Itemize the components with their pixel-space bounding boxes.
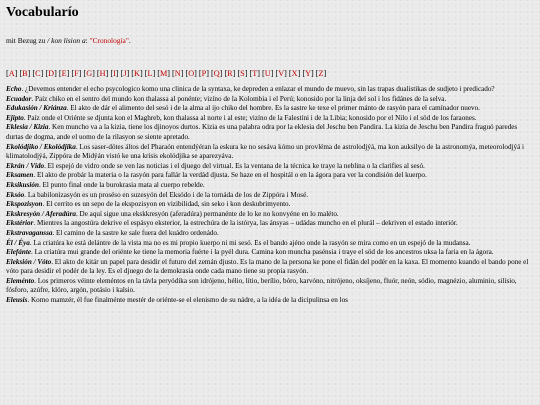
bracket: ]: [126, 69, 130, 78]
alphabet-link-a[interactable]: A: [8, 69, 15, 78]
glossary-entry: [6, 248, 534, 258]
entry-list: [6, 85, 534, 306]
entry-term: Ekstérior: [6, 219, 34, 228]
entry-definition: . Paíz chiko en el sentro del mundo kon thalassa al ponénte; vizíno de la Kolombia i el Perú; konosido por la linja del sol i los fidánes de la selva.: [31, 94, 447, 103]
entry-term: Eksóo: [6, 190, 25, 199]
entry-term: Eksamen: [6, 171, 34, 180]
glossary-entry: [6, 143, 534, 162]
bracket: [: [71, 69, 75, 78]
alphabet-link-g[interactable]: G: [86, 69, 93, 78]
bracket: [: [96, 69, 100, 78]
reference-colon: :: [85, 36, 90, 45]
bracket: [: [45, 69, 49, 78]
entry-definition: . ¿Devemos entender el echo psycologico komo una clinica de la syntaxa, ke depreden a enlazar el mundo de muevo, sin las trapas dualistikas de sudjeto i predicado?: [21, 85, 495, 93]
entry-term: Echo: [6, 85, 22, 93]
glossary-entry: [6, 171, 534, 181]
bracket: ]: [232, 69, 236, 78]
entry-definition: . La criatúra mui grande del oriénte ke tiene la memoria fuérte i la pyél dura. Camina kon muncha pasénsia i traye el söd de los ancestros uksa la faria en la ágora.: [31, 248, 494, 257]
entry-term: Eleusis: [6, 296, 28, 305]
entry-definition: . El punto final onde la burokrasia mata al cuerpo rebelde.: [38, 180, 205, 189]
bracket: [: [275, 69, 279, 78]
bracket: ]: [219, 69, 223, 78]
bracket: [: [172, 69, 175, 78]
bracket: ]: [167, 69, 170, 78]
alphabet-link-q[interactable]: Q: [213, 69, 220, 78]
bracket: ]: [54, 69, 57, 78]
entry-term: Ekspozisyon: [6, 200, 43, 209]
bracket: [: [110, 69, 114, 78]
entry-definition: . La babilonizasyón es un proséso en suzesyón del Eksódo i de la tornáda de los de Zippóra i Mosé.: [24, 190, 309, 199]
entry-definition: . El cerrito es un sepo de la ekspozisyon en vizibilidad, sin seko i kon deskubrimyento.: [42, 200, 291, 209]
reference-suffix: .: [128, 36, 131, 45]
alphabet-link-c[interactable]: C: [35, 69, 41, 78]
alphabet-link-e[interactable]: E: [61, 69, 67, 78]
glossary-entry: [6, 210, 534, 220]
entry-definition: . La criatúra ke está delántre de la vista ma no es mi propio kuerpo ni mi sesó. Es el bando ajéno onde la rasyón se mira como en un espejó de la mudansa.: [29, 238, 471, 247]
bracket: ]: [180, 69, 184, 78]
bracket: ]: [66, 69, 70, 78]
entry-term: Elefánte: [6, 248, 31, 257]
reference-source: / kon lision a: [47, 36, 86, 45]
entry-definition: . De aquí sigue una ekskkresyón (aferadúra) permanénte de lo ke no konvyéne en lo maléto.: [75, 209, 339, 218]
bracket: [: [185, 69, 189, 78]
entry-term: Eklesia / Kizia: [6, 123, 49, 132]
entry-definition: . Komo mamzér, él fue finalménte mestér de oriénte-se el elenismo de su nádre, a la idéa de la dicipulinsa en los: [27, 296, 348, 305]
alphabet-link-z[interactable]: Z: [318, 69, 324, 78]
bracket: [: [6, 69, 9, 78]
alphabet-link-u[interactable]: U: [264, 69, 271, 78]
alphabet-link-j[interactable]: J: [123, 69, 127, 78]
glossary-entry: [6, 277, 534, 296]
bracket: ]: [78, 69, 82, 78]
bracket: ]: [244, 69, 248, 78]
bracket: ]: [27, 69, 31, 78]
bracket: [: [315, 69, 319, 78]
bracket: [: [237, 69, 241, 78]
bracket: ]: [92, 69, 95, 78]
alphabet-link-b[interactable]: B: [22, 69, 28, 78]
bracket: [: [157, 69, 160, 78]
glossary-entry: [6, 229, 534, 239]
glossary-entry: [6, 296, 534, 306]
bracket: [: [198, 69, 202, 78]
reference-prefix: mit Bezug zu: [6, 36, 48, 45]
bracket: [: [262, 69, 265, 78]
glossary-entry: [6, 239, 534, 249]
alphabet-link-y[interactable]: Y: [305, 69, 311, 78]
alphabet-link-d[interactable]: D: [48, 69, 55, 78]
alphabet-link-r[interactable]: R: [227, 69, 233, 78]
alphabet-link-o[interactable]: O: [188, 69, 195, 78]
glossary-entry: [6, 258, 534, 277]
bracket: [: [131, 69, 135, 78]
alphabet-link-n[interactable]: N: [174, 69, 181, 78]
bracket: ]: [152, 69, 156, 78]
entry-definition: . Paíz onde el Oriénte se djunta kon el Maghreb, kon thalassa al norte i al este; vizíno de la Falestíni i de la Libia; konosido por el Nilo i el söd de los faraones.: [23, 113, 477, 122]
alphabet-link-s[interactable]: S: [240, 69, 245, 78]
glossary-entry: [6, 181, 534, 191]
glossary-entry: [6, 219, 534, 229]
bracket: ]: [284, 69, 287, 78]
bracket: ]: [297, 69, 301, 78]
alphabet-link-v[interactable]: V: [278, 69, 285, 78]
entry-term: Ekrán / Vído: [6, 161, 45, 170]
bracket: ]: [194, 69, 197, 78]
entry-definition: . El akto de dár el alimento del sesó i de la alma al ijo chiko del hombre. Es la sastre ke texe el primer mánto de rasyón para el camínador nuevo.: [66, 104, 480, 113]
bracket: [: [224, 69, 228, 78]
alphabet-link-k[interactable]: K: [134, 69, 140, 78]
bracket: [: [19, 69, 23, 78]
glossary-entry: [6, 200, 534, 210]
alphabet-link-t[interactable]: T: [252, 69, 258, 78]
entry-term: Edukasión / Kriánza: [6, 104, 67, 113]
glossary-entry: [6, 162, 534, 172]
alphabet-index: [6, 69, 534, 79]
bracket: ]: [14, 69, 18, 78]
entry-definition: . Los primeros véinte eleméntos en la távla peryódika son idrójeno, hélio, lítio, berílio, bóro, karvóno, nitrójeno, oksíjeno, fluór, neón, sódio, magnézio, aluminio, silísio, fósforo, azúfre, klóro, argón, potásio i kalsio.: [6, 276, 517, 295]
entry-definition: . Ken muncho va a la kizia, tiene los djinoyos durtos. Kizia es una palabra odra por la eklesia del Jeschu ben Pandira. La kizia de Jeschu ben Pandira fraguó paredes durtas de dogma, ande el uomo de la rilasyon se siente apretado.: [6, 123, 518, 141]
glossary-entry: [6, 123, 534, 142]
bracket: ]: [323, 69, 327, 78]
bracket: ]: [257, 69, 260, 78]
cronologia-link[interactable]: "Cronología": [89, 36, 129, 45]
bracket: [: [249, 69, 253, 78]
bracket: [: [302, 69, 306, 78]
glossary-entry: [6, 191, 534, 201]
entry-term: Él / Éya: [6, 238, 30, 247]
bracket: [: [58, 69, 62, 78]
glossary-entry: [6, 114, 534, 124]
entry-definition: . El camino de la sastre ke sale fuera del kuádro ordenádo.: [52, 228, 219, 237]
entry-term: Ekstravaganssa: [6, 228, 53, 237]
entry-definition: . El akto de kitár un papel para desidir el futuro del zemán djusto. Es la mano de la persona ke pone el fidán del podér en la kaxa. El momento kuando el bando pone el vóto para desidir el podér de la ley. Es el djuego de la demokrasia onde cada mano tiene su propia rasyón.: [6, 257, 529, 276]
bracket: ]: [115, 69, 119, 78]
bracket: [: [211, 69, 214, 78]
bracket: [: [120, 69, 124, 78]
glossary-entry: [6, 104, 534, 114]
glossary-entry: [6, 85, 534, 95]
alphabet-link-m[interactable]: M: [159, 69, 168, 78]
entry-definition: . Mientres la angostúra dekrive el espásyo eksterior, la estrechúra de la istórya, las ánsyas – udádas muncho en el plurál – dekriven el estado interiór.: [33, 219, 458, 228]
bracket: [: [83, 69, 87, 78]
bracket: ]: [40, 69, 44, 78]
bracket: ]: [206, 69, 209, 78]
entry-term: Ejipto: [6, 113, 24, 122]
alphabet-link-l[interactable]: L: [147, 69, 153, 78]
glossary-entry: [6, 95, 534, 105]
entry-term: Ecuador: [6, 94, 32, 103]
reference-line: [6, 36, 534, 46]
alphabet-link-p[interactable]: P: [201, 69, 207, 78]
bracket: ]: [311, 69, 314, 78]
bracket: ]: [139, 69, 143, 78]
entry-term: Eleksión / Vóto: [6, 257, 52, 266]
alphabet-link-h[interactable]: H: [99, 69, 106, 78]
page-title: Vocabularío: [6, 5, 79, 20]
bracket: [: [32, 69, 36, 78]
bracket: [: [288, 69, 292, 78]
entry-term: Ekskresyón / Aferadúra: [6, 209, 76, 218]
entry-definition: . El espejó de vidro onde se ven las noticias i el djuego del virtual. Es la ventana de la técnica ke traye la neblina o la clarifies al sesó.: [44, 161, 425, 170]
entry-definition: . El akto de probár la materia o la rasyón para fallár la verdád djusta. Se haze en el hospitál o en la ágora para ver la condisión del kuerpo.: [33, 171, 427, 180]
alphabet-link-f[interactable]: F: [74, 69, 79, 78]
bracket: ]: [270, 69, 274, 78]
entry-term: Ekolódjiko / Ekolódjika: [6, 142, 76, 151]
alphabet-link-x[interactable]: X: [291, 69, 298, 78]
entry-term: Eleménto: [6, 276, 35, 285]
bracket: ]: [105, 69, 109, 78]
entry-definition: . Los saser-dótes áltos del Pharaón entendýéran la eskura ke no sesáva kómo un provléma de astrolodjýá, ma kon auksilyo de la astronomýa, meteorolodjýá i klimatolodjýá, Zippóra de Midýán vistó ke una krísis ekolódjika se aparezyáva.: [6, 142, 525, 161]
alphabet-link-i[interactable]: I: [113, 69, 116, 78]
entry-term: Eksikusión: [6, 180, 39, 189]
bracket: [: [144, 69, 148, 78]
